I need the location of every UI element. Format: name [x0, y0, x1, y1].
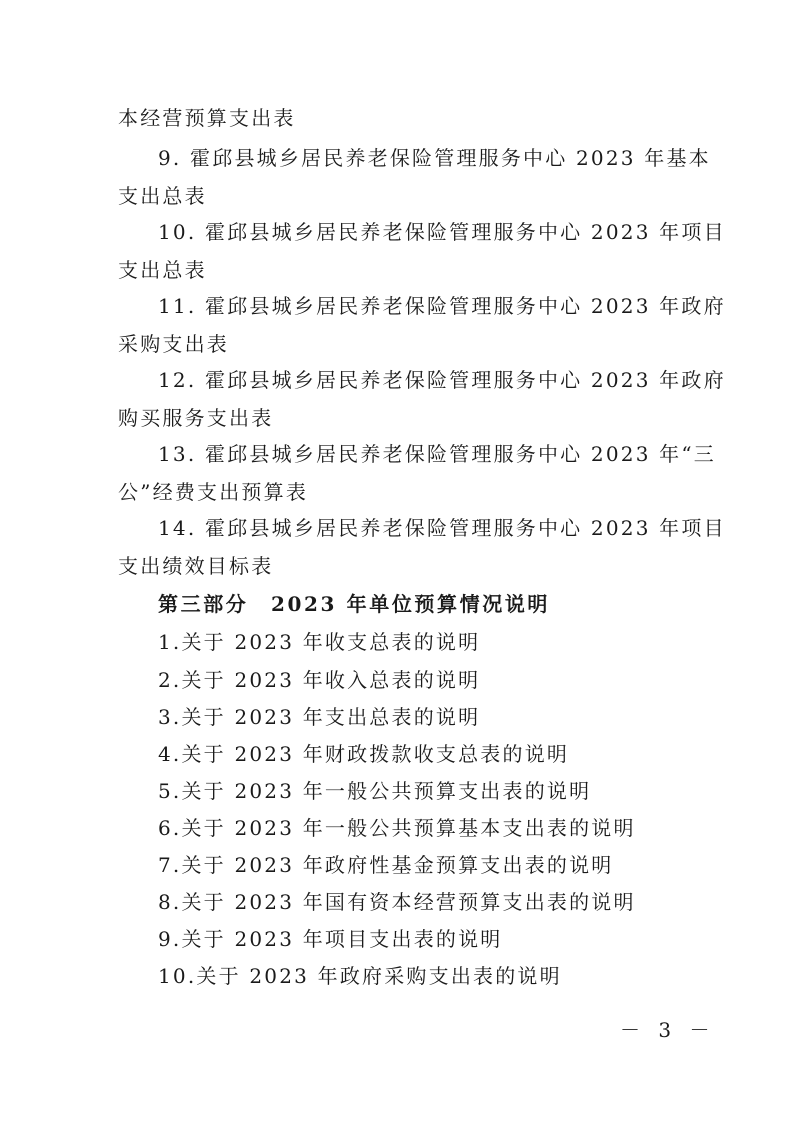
- list-item-14-line1: 14. 霍邱县城乡居民养老保险管理服务中心 2023 年项目: [158, 516, 726, 540]
- part3-item-3: 3.关于 2023 年支出总表的说明: [158, 705, 481, 729]
- list-item-13-line2: 公”经费支出预算表: [118, 480, 309, 504]
- list-item-10-line1: 10. 霍邱县城乡居民养老保险管理服务中心 2023 年项目: [158, 220, 726, 244]
- part3-item-7: 7.关于 2023 年政府性基金预算支出表的说明: [158, 853, 614, 877]
- part3-item-4: 4.关于 2023 年财政拨款收支总表的说明: [158, 742, 570, 766]
- list-item-9-line2: 支出总表: [118, 184, 207, 208]
- part3-item-9: 9.关于 2023 年项目支出表的说明: [158, 927, 503, 951]
- list-item-13-line1: 13. 霍邱县城乡居民养老保险管理服务中心 2023 年“三: [158, 442, 717, 466]
- part3-item-2: 2.关于 2023 年收入总表的说明: [158, 668, 481, 692]
- part3-item-10: 10.关于 2023 年政府采购支出表的说明: [158, 964, 562, 988]
- list-item-14-line2: 支出绩效目标表: [118, 554, 274, 578]
- continued-line: 本经营预算支出表: [118, 106, 296, 130]
- list-item-11-line2: 采购支出表: [118, 332, 229, 356]
- part3-item-8: 8.关于 2023 年国有资本经营预算支出表的说明: [158, 890, 636, 914]
- list-item-12-line1: 12. 霍邱县城乡居民养老保险管理服务中心 2023 年政府: [158, 368, 726, 392]
- part3-heading: 第三部分 2023 年单位预算情况说明: [158, 592, 551, 616]
- page-number: － 3 －: [620, 1018, 716, 1042]
- list-item-11-line1: 11. 霍邱县城乡居民养老保险管理服务中心 2023 年政府: [158, 294, 726, 318]
- part3-item-1: 1.关于 2023 年收支总表的说明: [158, 630, 481, 654]
- list-item-12-line2: 购买服务支出表: [118, 406, 274, 430]
- part3-item-6: 6.关于 2023 年一般公共预算基本支出表的说明: [158, 816, 636, 840]
- list-item-9-line1: 9. 霍邱县城乡居民养老保险管理服务中心 2023 年基本: [158, 146, 711, 170]
- part3-item-5: 5.关于 2023 年一般公共预算支出表的说明: [158, 779, 592, 803]
- list-item-10-line2: 支出总表: [118, 258, 207, 282]
